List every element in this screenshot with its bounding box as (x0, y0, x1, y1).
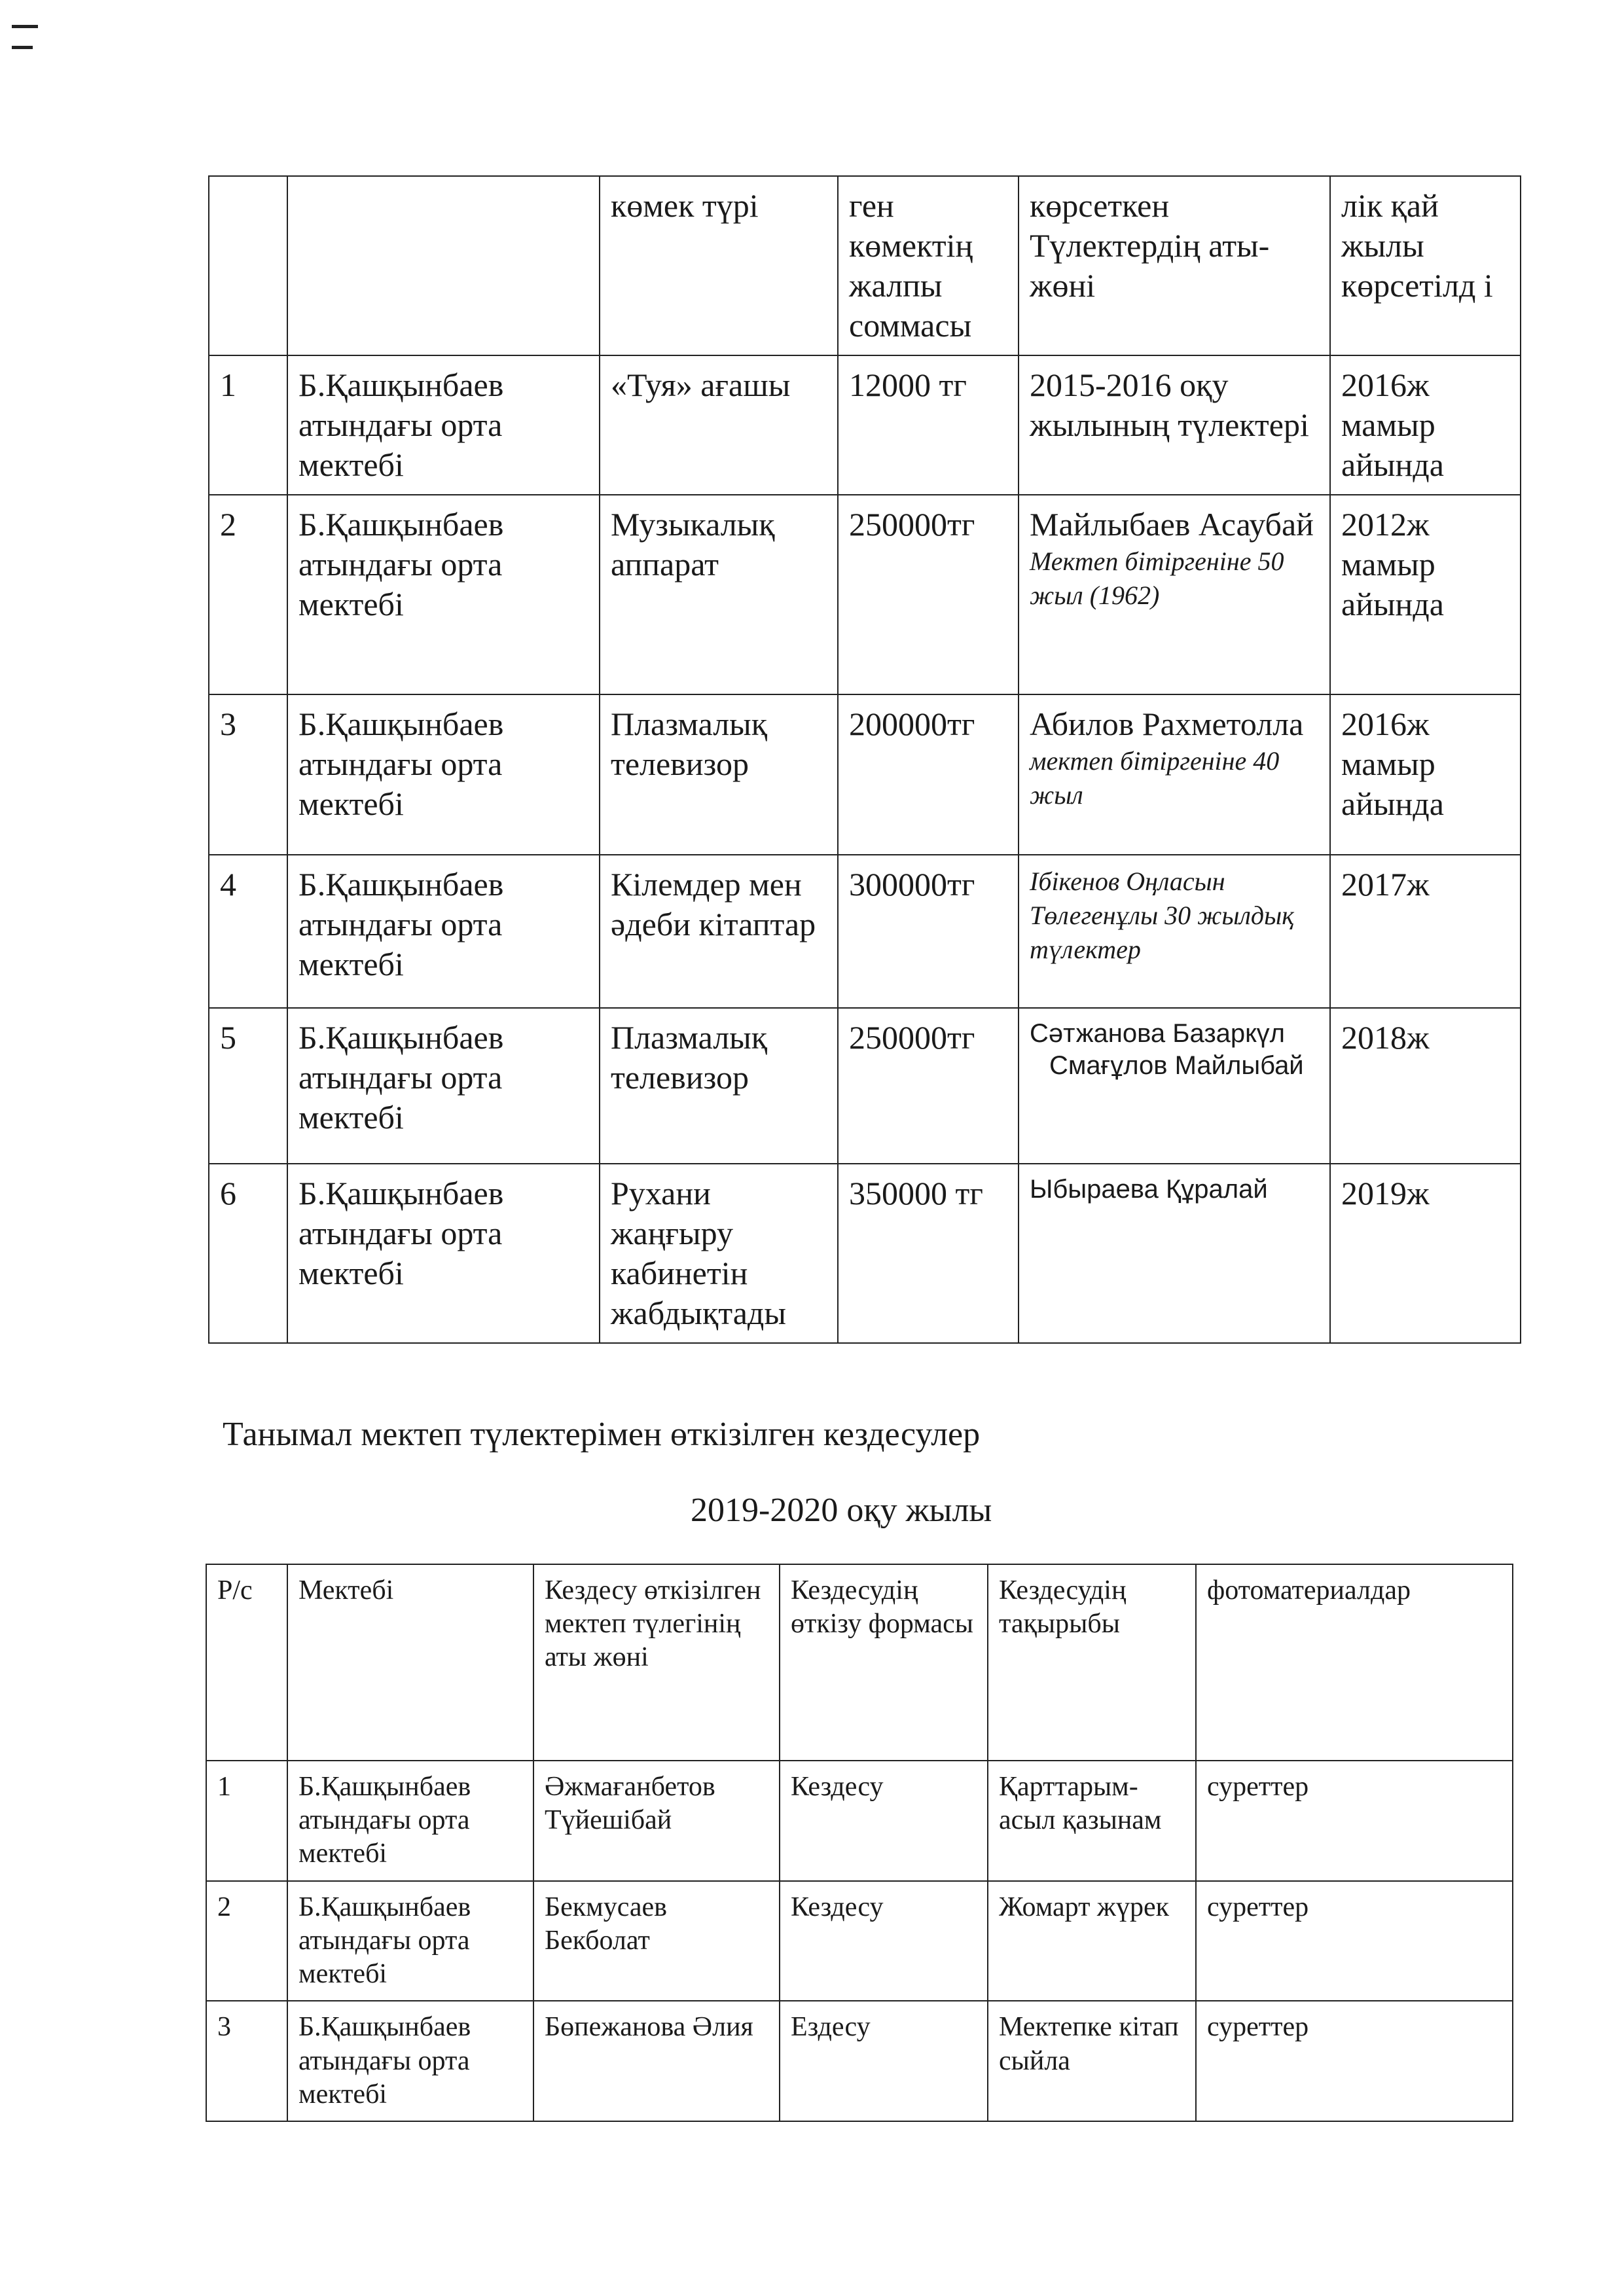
form-cell: Ездесу (780, 2001, 988, 2121)
section-heading: Танымал мектеп түлектерімен өткізілген кездесулер (223, 1416, 981, 1453)
graduate-name: Ыбыраева Құралай (1030, 1175, 1268, 1204)
section-subheading: 2019-2020 оқу жылы (691, 1492, 992, 1529)
school-cell: Б.Қашқынбаев атындағы орта мектебі (287, 694, 600, 855)
table-row (209, 495, 1521, 694)
topic-cell: Мектепке кітап сыйла (988, 2001, 1196, 2121)
sum-cell: 12000 тг (838, 355, 1019, 495)
photo-cell: суреттер (1196, 2001, 1513, 2121)
table-row (206, 1761, 1513, 1881)
school-cell: Б.Қашқынбаев атындағы орта мектебі (287, 1164, 600, 1343)
graduate-name: Майлыбаев Асаубай (1030, 506, 1314, 543)
sum-cell: 200000тг (838, 694, 1019, 855)
sum-cell: 250000тг (838, 1008, 1019, 1164)
graduate-cell: Бөпежанова Әлия (533, 2001, 780, 2121)
row-number: 5 (209, 1008, 287, 1164)
header-cell (209, 176, 287, 355)
year-cell: 2019ж (1330, 1164, 1521, 1343)
row-number: 4 (209, 855, 287, 1008)
row-number: 1 (206, 1761, 287, 1881)
graduate-cell (1019, 694, 1330, 855)
graduate-note: Мектеп бітіргеніне 50 жыл (1962) (1030, 547, 1284, 610)
topic-cell: Қарттарым-асыл қазынам (988, 1761, 1196, 1881)
graduate-note: мектеп бітіргеніне 40 жыл (1030, 746, 1280, 810)
graduate-cell: Бекмусаев Бекболат (533, 1881, 780, 2001)
graduate-note: Ібікенов Оңласын Төлегенұлы 30 жылдық түлектер (1030, 867, 1294, 964)
table-row (209, 355, 1521, 495)
aid-type-cell: Рухани жаңғыру кабинетін жабдықтады (600, 1164, 838, 1343)
header-cell: Р/с (206, 1564, 287, 1761)
graduate-cell (1019, 495, 1330, 694)
aid-type-cell: Плазмалық телевизор (600, 694, 838, 855)
sum-cell: 250000тг (838, 495, 1019, 694)
form-cell: Кездесу (780, 1761, 988, 1881)
table-row (209, 1008, 1521, 1164)
form-cell: Кездесу (780, 1881, 988, 2001)
year-cell: 2012ж мамыр айында (1330, 495, 1521, 694)
sum-cell: 350000 тг (838, 1164, 1019, 1343)
school-cell: Б.Қашқынбаев атындағы орта мектебі (287, 2001, 533, 2121)
header-cell (287, 176, 600, 355)
header-cell: Мектебі (287, 1564, 533, 1761)
row-number: 3 (209, 694, 287, 855)
school-cell: Б.Қашқынбаев атындағы орта мектебі (287, 495, 600, 694)
donations-table (208, 175, 1521, 1344)
school-cell: Б.Қашқынбаев атындағы орта мектебі (287, 1761, 533, 1881)
table-row (209, 694, 1521, 855)
table-row (209, 1164, 1521, 1343)
year-cell: 2016ж мамыр айында (1330, 694, 1521, 855)
meetings-table (206, 1564, 1513, 2122)
graduate-cell: Әжмағанбетов Түйешібай (533, 1761, 780, 1881)
graduate-cell (1019, 855, 1330, 1008)
table-row (206, 1881, 1513, 2001)
year-cell: 2016ж мамыр айында (1330, 355, 1521, 495)
table-header-row (209, 176, 1521, 355)
row-number: 3 (206, 2001, 287, 2121)
topic-cell: Жомарт жүрек (988, 1881, 1196, 2001)
school-cell: Б.Қашқынбаев атындағы орта мектебі (287, 1008, 600, 1164)
aid-type-cell: «Туя» ағашы (600, 355, 838, 495)
year-cell: 2017ж (1330, 855, 1521, 1008)
row-number: 2 (209, 495, 287, 694)
aid-type-cell: Кілемдер мен әдеби кітаптар (600, 855, 838, 1008)
graduate-name: Смағұлов Майлыбай (1049, 1050, 1304, 1080)
table-row (206, 2001, 1513, 2121)
header-cell: көмек түрі (600, 176, 838, 355)
header-cell: Кездесудің өткізу формасы (780, 1564, 988, 1761)
row-number: 2 (206, 1881, 287, 2001)
aid-type-cell: Плазмалық телевизор (600, 1008, 838, 1164)
photo-cell: суреттер (1196, 1761, 1513, 1881)
header-cell: Кездесудің тақырыбы (988, 1564, 1196, 1761)
photo-cell: суреттер (1196, 1881, 1513, 2001)
table-row (209, 855, 1521, 1008)
header-cell: фотоматериалдар (1196, 1564, 1513, 1761)
scan-mark (12, 25, 38, 28)
graduate-cell: 2015-2016 оқу жылының түлектері (1019, 355, 1330, 495)
sum-cell: 300000тг (838, 855, 1019, 1008)
school-cell: Б.Қашқынбаев атындағы орта мектебі (287, 1881, 533, 2001)
row-number: 6 (209, 1164, 287, 1343)
header-cell: лік қай жылы көрсетілд і (1330, 176, 1521, 355)
graduate-name: Абилов Рахметолла (1030, 706, 1304, 742)
year-cell: 2018ж (1330, 1008, 1521, 1164)
header-cell: ген көмектің жалпы соммасы (838, 176, 1019, 355)
school-cell: Б.Қашқынбаев атындағы орта мектебі (287, 855, 600, 1008)
graduate-cell (1019, 1008, 1330, 1164)
header-cell: көрсеткен Түлектердің аты-жөні (1019, 176, 1330, 355)
graduate-name: Сәтжанова Базаркүл (1030, 1019, 1285, 1048)
header-cell: Кездесу өткізілген мектеп түлегінің аты жөні (533, 1564, 780, 1761)
row-number: 1 (209, 355, 287, 495)
school-cell: Б.Қашқынбаев атындағы орта мектебі (287, 355, 600, 495)
table-header-row (206, 1564, 1513, 1761)
aid-type-cell: Музыкалық аппарат (600, 495, 838, 694)
scan-mark (12, 46, 33, 49)
graduate-cell (1019, 1164, 1330, 1343)
